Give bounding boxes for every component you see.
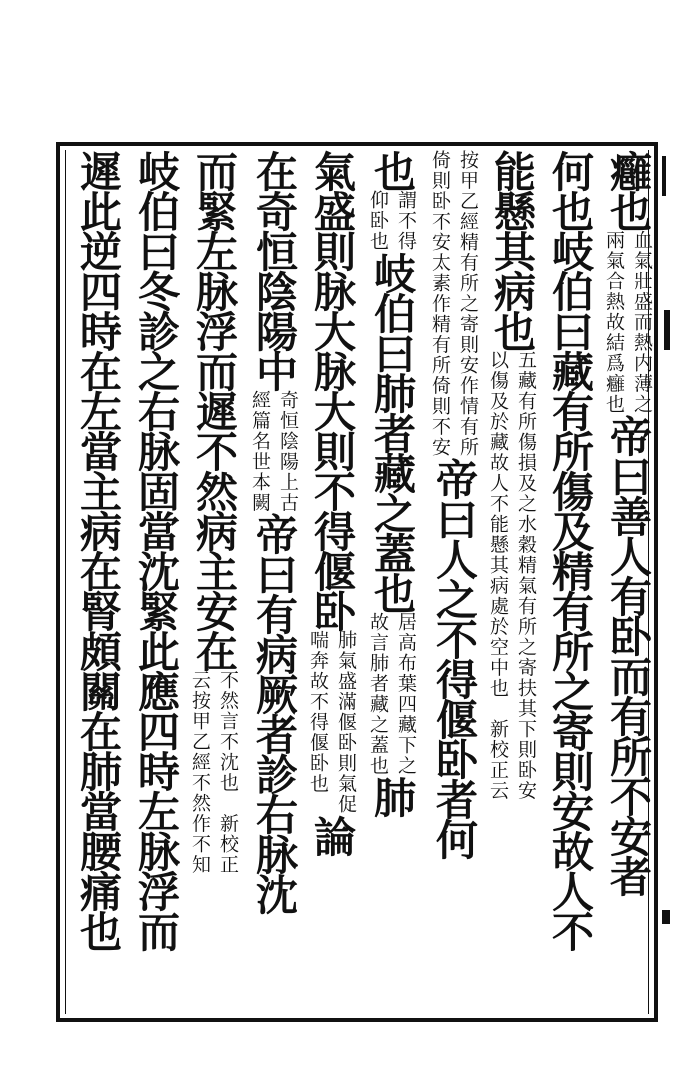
commentary-note — [305, 630, 359, 815]
commentary-line: 肺氣盛滿偃卧則氣促 — [335, 630, 357, 815]
main-text: 遲此逆四時在左當主病在腎頗關在肺當腰痛也 — [74, 150, 123, 950]
commentary-line: 云按甲乙經不然作不知 — [189, 670, 211, 875]
main-text: 岐伯曰肺者藏之蓋也 — [368, 251, 417, 612]
text-column-10 — [69, 150, 127, 1014]
commentary-line: 倚則卧不安太素作精有所倚則不安 — [429, 150, 451, 458]
commentary-note — [485, 350, 539, 801]
text-column-5 — [363, 150, 421, 1014]
main-text: 何也岐伯曰藏有所傷及精有所之寄則安故人不 — [546, 150, 595, 950]
commentary-line: 不然言不沈也 新校正 — [217, 670, 239, 875]
main-text: 也 — [368, 150, 417, 190]
commentary-line: 五藏有所傷損及之水穀精氣有所之寄扶其下則卧安 — [515, 350, 537, 801]
commentary-note — [365, 190, 419, 252]
main-text: 帝曰善人有卧而有所不安者 — [604, 414, 653, 895]
commentary-note — [365, 612, 419, 776]
text-column-3 — [483, 150, 541, 1014]
commentary-line: 仰卧也 — [367, 190, 389, 252]
commentary-line: 兩氣合熱故結爲癰也 — [603, 230, 625, 415]
commentary-note — [601, 230, 655, 415]
commentary-note — [187, 670, 241, 875]
commentary-line: 以傷及於藏故人不能懸其病處於空中也 新校正云 — [487, 350, 509, 801]
bleed-marks — [660, 150, 674, 930]
main-text: 氣盛則脉大脉大則不得偃卧 — [308, 150, 357, 630]
main-text: 能懸其病也 — [488, 150, 537, 350]
commentary-line: 謂不得 — [395, 190, 417, 252]
text-column-6 — [303, 150, 361, 1014]
text-column-7 — [245, 150, 303, 1014]
text-column-2 — [541, 150, 599, 1014]
main-text: 論 — [308, 814, 357, 855]
margin-bleed-right — [660, 150, 674, 937]
commentary-line: 喘奔故不得偃卧也 — [307, 630, 329, 794]
main-text: 在奇恒陰陽中 — [250, 150, 299, 390]
commentary-line: 經篇名世本闕 — [249, 390, 271, 513]
main-text: 帝曰有病厥者診右脉沈 — [250, 513, 299, 913]
main-text: 帝曰人之不得偃卧者何 — [430, 457, 479, 858]
text-column-1 — [599, 150, 657, 1014]
commentary-line: 按甲乙經精有所之寄則安作情有所 — [457, 150, 479, 458]
main-text: 癰也 — [604, 150, 653, 230]
commentary-line: 居高布葉四藏下之 — [395, 611, 417, 776]
commentary-line: 奇恒陰陽上古 — [277, 390, 299, 513]
commentary-note — [427, 150, 481, 458]
commentary-line: 血氣壯盛而熱内薄之 — [631, 230, 653, 415]
commentary-note — [247, 390, 301, 513]
main-text: 而緊左脉浮而遲不然病主安在 — [190, 150, 239, 670]
text-column-8 — [185, 150, 243, 1014]
text-column-9 — [127, 150, 185, 1014]
main-text: 岐伯曰冬診之右脉固當沈緊此應四時左脉浮而 — [132, 150, 181, 950]
text-column-4 — [425, 150, 483, 1014]
commentary-line: 故言肺者藏之蓋也 — [367, 611, 389, 776]
main-text: 肺 — [368, 775, 417, 816]
